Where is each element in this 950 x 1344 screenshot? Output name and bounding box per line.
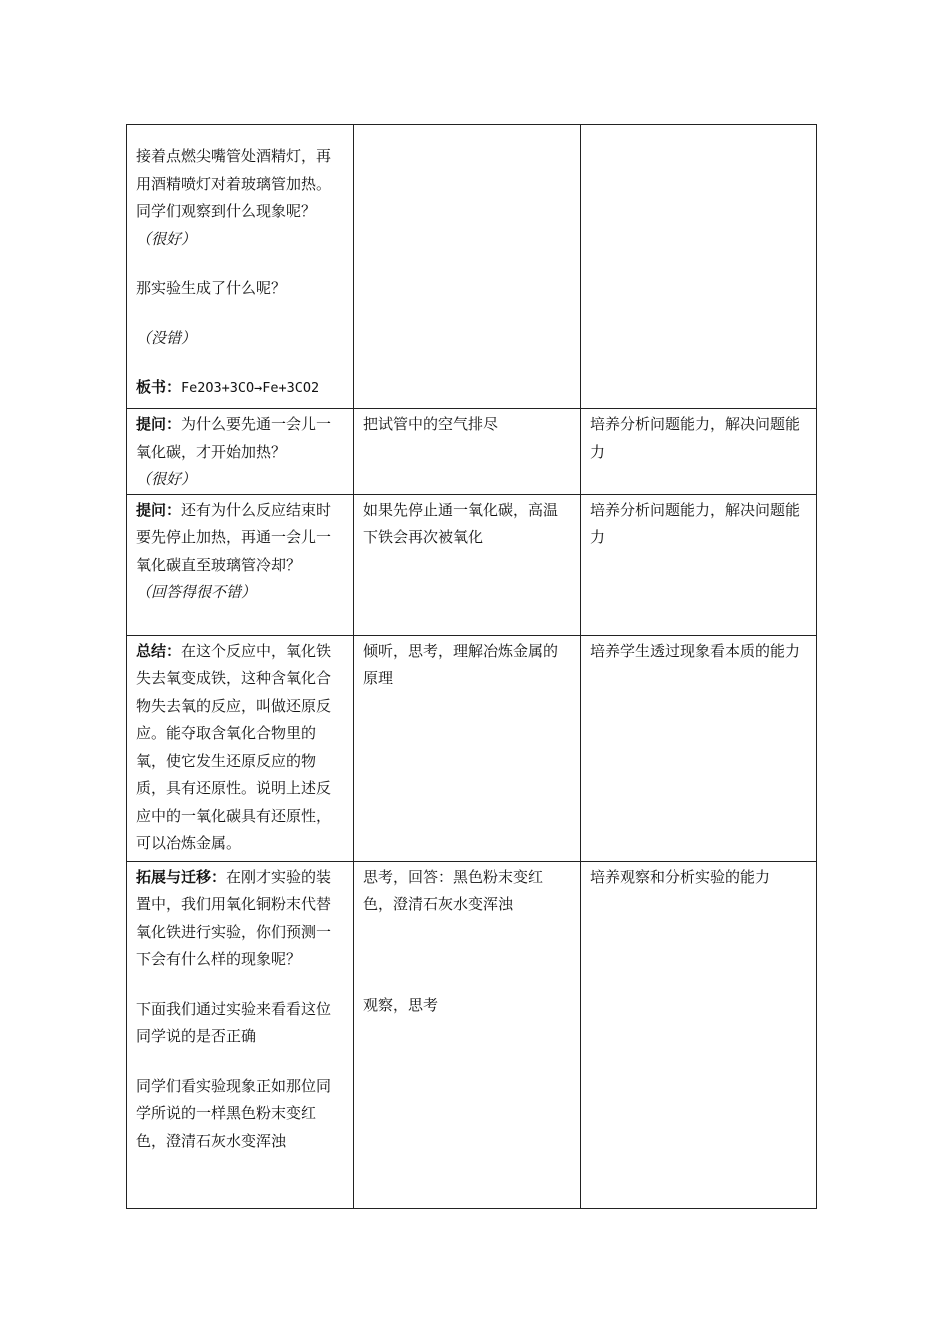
teacher-comment: （回答得很不错） xyxy=(136,583,257,601)
design-intent-cell xyxy=(581,125,817,409)
student-answer: 思考，回答：黑色粉末变红色，澄清石灰水变浑浊 xyxy=(363,867,544,913)
teacher-comment: （很好） xyxy=(136,470,197,488)
teacher-question: 还有为什么反应结束时要先停止加热，再通一会儿一氧化碳直至玻璃管冷却？ xyxy=(136,500,332,574)
student-activity-cell xyxy=(354,125,581,409)
student-activity-cell xyxy=(354,861,581,1208)
teacher-question: 在刚才实验的装置中，我们用氧化铜粉末代替氧化铁进行实验，你们预测一下会有什么样的现象呢？ xyxy=(136,867,332,968)
teacher-activity-cell xyxy=(127,635,354,861)
summary-label: 总结： xyxy=(136,641,182,660)
student-activity-cell: 把试管中的空气排尽 xyxy=(354,409,581,495)
table-row xyxy=(127,635,817,861)
teacher-activity-cell xyxy=(127,125,354,409)
design-intent-cell: 培养观察和分析实验的能力 xyxy=(581,861,817,1208)
extension-label: 拓展与迁移： xyxy=(136,867,227,886)
teacher-comment: （没错） xyxy=(136,328,197,347)
teacher-activity-cell xyxy=(127,409,354,495)
teacher-question: 那实验生成了什么呢？ xyxy=(136,279,287,297)
student-activity-cell: 如果先停止通一氧化碳，高温下铁会再次被氧化 xyxy=(354,494,581,635)
table-row xyxy=(127,409,817,495)
chemical-equation: Fe2O3+3CO→Fe+3CO2 xyxy=(181,380,320,396)
design-intent-cell: 培养学生透过现象看本质的能力 xyxy=(581,635,817,861)
teacher-activity-cell xyxy=(127,494,354,635)
table-row xyxy=(127,494,817,635)
teacher-question: 为什么要先通一会儿一氧化碳，才开始加热？ xyxy=(136,415,332,461)
teacher-activity-cell xyxy=(127,861,354,1208)
teacher-text: 同学们看实验现象正如那位同学所说的一样黑色粉末变红色，澄清石灰水变浑浊 xyxy=(136,1076,332,1150)
question-label: 提问： xyxy=(136,415,182,433)
design-intent-cell: 培养分析问题能力，解决问题能力 xyxy=(581,409,817,495)
teacher-summary: 在这个反应中，氧化铁失去氧变成铁，这种含氧化合物失去氧的反应，叫做还原反应。能夺取含氧化合物里的氧，使它发生还原反应的物质，具有还原性。说明上述反应中的一氧化碳具有还原性，可以冶炼金属。 xyxy=(136,641,332,852)
table-row xyxy=(127,861,817,1208)
student-activity: 观察，思考 xyxy=(363,995,439,1014)
design-intent-cell: 培养分析问题能力，解决问题能力 xyxy=(581,494,817,635)
teacher-text: 接着点燃尖嘴管处酒精灯，再用酒精喷灯对着玻璃管加热。同学们观察到什么现象呢？ xyxy=(136,147,332,220)
student-activity-cell: 倾听，思考，理解冶炼金属的原理 xyxy=(354,635,581,861)
question-label: 提问： xyxy=(136,500,182,519)
lesson-plan-table xyxy=(126,124,817,1209)
table-row xyxy=(127,125,817,409)
board-label: 板书： xyxy=(136,378,182,396)
teacher-comment: （很好） xyxy=(136,229,197,248)
teacher-text: 下面我们通过实验来看看这位同学说的是否正确 xyxy=(136,999,332,1045)
